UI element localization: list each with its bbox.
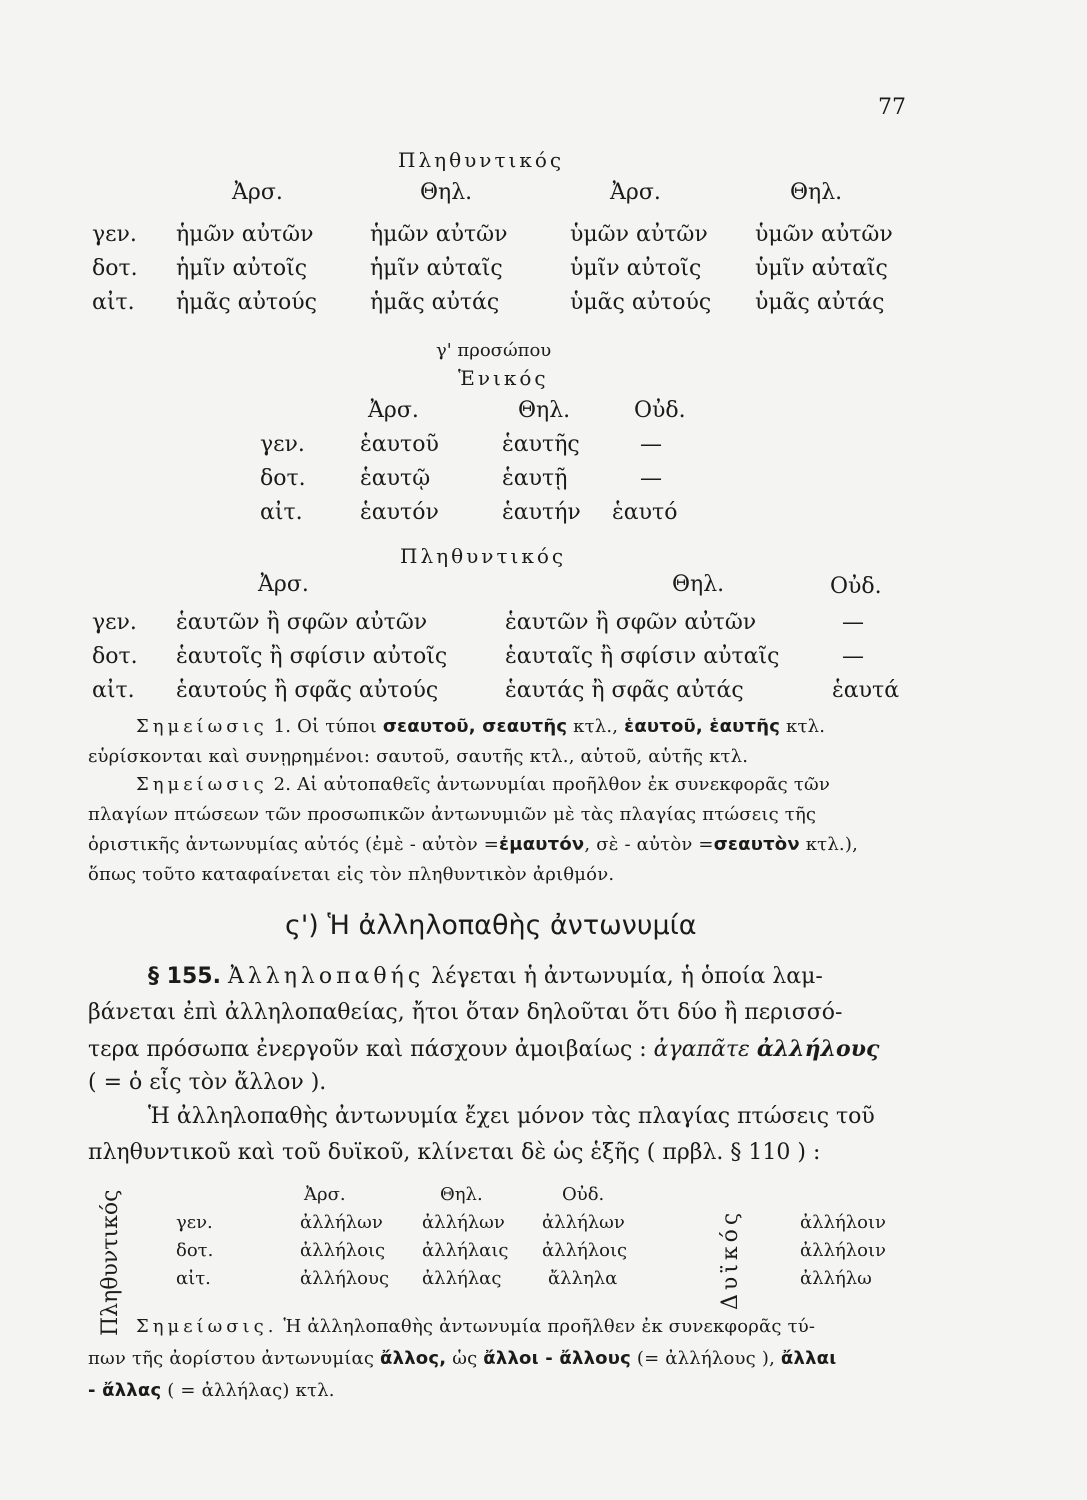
page-number: 77 xyxy=(878,95,906,120)
table-cell: ἑαυτοῖς ἢ σφίσιν αὐτοῖς xyxy=(176,644,448,669)
note-text: , σὲ - αὐτὸν = xyxy=(584,834,714,855)
paragraph-line-2: βάνεται ἐπὶ ἀλληλοπαθείας, ἤτοι ὅταν δηλοῦται ὅτι δύο ἢ περισσό- xyxy=(88,1000,843,1025)
case-label: γεν. xyxy=(260,432,305,457)
table-cell: ἑαυτῇ xyxy=(502,466,568,491)
term-spaced: Ἀλληλοπαθής xyxy=(227,964,425,989)
note-text: κτλ.), xyxy=(805,834,859,855)
paragraph-text: λέγεται ἡ ἀντωνυμία, ἡ ὁποία λαμ- xyxy=(431,964,823,989)
bold-term: ἄλλαι xyxy=(780,1348,837,1369)
note-3-line-3 xyxy=(88,1380,335,1401)
note-text: Οἱ τύποι xyxy=(297,716,377,737)
table-cell: ἑαυτό xyxy=(612,500,678,525)
column-header: Ἀρσ. xyxy=(368,398,419,423)
column-header: Θηλ. xyxy=(420,180,473,205)
bold-term: ἄλλοι - ἄλλους xyxy=(483,1348,631,1369)
case-label: αἰτ. xyxy=(176,1268,211,1289)
paragraph-line-4: ( = ὁ εἷς τὸν ἄλλον ). xyxy=(88,1070,327,1095)
note-text: ὁριστικῆς ἀντωνυμίας αὐτός (ἐμὲ - αὐτὸν = xyxy=(88,834,500,855)
table-cell: ἀλλήλοις xyxy=(300,1240,386,1261)
table-cell: ἀλλήλαις xyxy=(422,1240,509,1261)
column-header: Ἀρσ. xyxy=(610,180,661,205)
note-label: Σημείωσις xyxy=(136,716,268,737)
note-2-line-4: ὅπως τοῦτο καταφαίνεται εἰς τὸν πληθυντικὸν ἀριθμόν. xyxy=(88,864,615,885)
table-cell: ἡμῶν αὐτῶν xyxy=(370,222,508,247)
table-cell: ἑαυτούς ἢ σφᾶς αὐτούς xyxy=(176,678,439,703)
table-cell: ἀλλήλων xyxy=(542,1212,625,1233)
note-number: 1. xyxy=(273,716,292,737)
column-header: Ἀρσ. xyxy=(232,180,283,205)
table-cell: ἑαυτά xyxy=(832,678,900,703)
note-text: κτλ., xyxy=(573,716,619,737)
dual-cell: ἀλλήλω xyxy=(800,1268,872,1289)
case-label: αἰτ. xyxy=(92,290,135,315)
column-header: Θηλ. xyxy=(518,398,571,423)
paragraph-text: τερα πρόσωπα ἐνεργοῦν καὶ πάσχουν ἀμοιβαίως : xyxy=(88,1037,647,1062)
note-text: (= ἀλλήλους ), xyxy=(636,1348,775,1369)
case-label: δοτ. xyxy=(92,644,138,669)
table-cell: — xyxy=(842,610,864,635)
table-cell: ὑμᾶς αὐτούς xyxy=(570,290,712,315)
table-cell: ἑαυτοῦ xyxy=(360,432,439,457)
table-cell: ὑμῶν αὐτῶν xyxy=(755,222,893,247)
case-label: αἰτ. xyxy=(92,678,135,703)
plural-heading: Πληθυντικός xyxy=(398,148,565,172)
paragraph-line-5: Ἡ ἀλληλοπαθὴς ἀντωνυμία ἔχει μόνον τὰς πλαγίας πτώσεις τοῦ xyxy=(148,1104,875,1129)
example-word: ἀγαπᾶτε xyxy=(653,1037,750,1062)
plural-heading: Πληθυντικός xyxy=(400,544,567,568)
note-3-line-1 xyxy=(136,1316,815,1337)
table-cell: — xyxy=(640,466,662,491)
table-cell: ἡμῶν αὐτῶν xyxy=(176,222,314,247)
dual-cell: ἀλλήλοιν xyxy=(800,1212,887,1233)
paragraph-number: § 155. xyxy=(148,964,221,989)
case-label: δοτ. xyxy=(260,466,306,491)
person-heading: γ' προσώπου xyxy=(436,340,552,361)
paragraph-line-1 xyxy=(148,964,823,989)
plural-vertical-label: Πληθυντικός xyxy=(98,1189,123,1336)
note-label: Σημείωσις. xyxy=(136,1316,278,1337)
bold-term: ἀλλήλους xyxy=(756,1036,880,1062)
case-label: γεν. xyxy=(176,1212,213,1233)
bold-term: - ἄλλας xyxy=(88,1380,162,1401)
paragraph-line-6: πληθυντικοῦ καὶ τοῦ δυϊκοῦ, κλίνεται δὲ ὡς ἑξῆς ( πρβλ. § 110 ) : xyxy=(88,1140,821,1165)
table-cell: — xyxy=(640,432,662,457)
dual-cell: ἀλλήλοιν xyxy=(800,1240,887,1261)
bold-term: σεαυτοῦ, σεαυτῆς xyxy=(382,716,568,737)
note-text: κτλ. xyxy=(786,716,826,737)
note-text: Αἱ αὐτοπαθεῖς ἀντωνυμίαι προῆλθον ἐκ συνεκφορᾶς τῶν xyxy=(297,774,831,795)
column-header: Οὐδ. xyxy=(634,398,686,423)
section-title: ς') Ἡ ἀλληλοπαθὴς ἀντωνυμία xyxy=(285,910,697,941)
bold-term: σεαυτὸν xyxy=(713,834,800,855)
case-label: δοτ. xyxy=(176,1240,214,1261)
table-cell: ἀλλήλας xyxy=(422,1268,502,1289)
bold-term: ἄλλος, xyxy=(380,1348,447,1369)
table-cell: ὑμᾶς αὐτάς xyxy=(755,290,885,315)
note-text: Ἡ ἀλληλοπαθὴς ἀντωνυμία προῆλθεν ἐκ συνεκφορᾶς τύ- xyxy=(283,1316,816,1337)
dual-vertical-label: Δυϊκός xyxy=(718,1208,743,1310)
table-cell: ἑαυτῆς xyxy=(502,432,580,457)
table-cell: ἑαυτῷ xyxy=(360,466,431,491)
table-cell: ἑαυτάς ἢ σφᾶς αὐτάς xyxy=(505,678,744,703)
case-label: γεν. xyxy=(92,610,137,635)
column-header: Οὐδ. xyxy=(562,1184,605,1205)
table-cell: ἡμᾶς αὐτάς xyxy=(370,290,500,315)
note-1-line-1 xyxy=(136,716,825,737)
note-2-line-1 xyxy=(136,774,830,795)
table-cell: ἡμῖν αὐταῖς xyxy=(370,256,503,281)
column-header: Θηλ. xyxy=(790,180,843,205)
bold-term: ἐμαυτόν xyxy=(499,834,585,855)
bold-term: ἑαυτοῦ, ἑαυτῆς xyxy=(624,716,781,737)
table-cell: ἄλληλα xyxy=(548,1268,618,1289)
table-cell: ἡμῖν αὐτοῖς xyxy=(176,256,308,281)
column-header: Θηλ. xyxy=(672,572,725,597)
table-cell: ἑαυτόν xyxy=(360,500,439,525)
table-cell: ἑαυτῶν ἢ σφῶν αὐτῶν xyxy=(176,610,428,635)
table-cell: ἑαυτῶν ἢ σφῶν αὐτῶν xyxy=(505,610,757,635)
note-text: πων τῆς ἀορίστου ἀντωνυμίας xyxy=(88,1348,375,1369)
table-cell: ὑμῖν αὐτοῖς xyxy=(570,256,702,281)
table-cell: ἑαυταῖς ἢ σφίσιν αὐταῖς xyxy=(505,644,780,669)
note-1-line-2: εὑρίσκονται καὶ συνῃρημένοι: σαυτοῦ, σαυτῆς κτλ., αὑτοῦ, αὑτῆς κτλ. xyxy=(88,746,749,767)
note-text: ( = ἀλλήλας) κτλ. xyxy=(167,1380,335,1401)
paragraph-line-3 xyxy=(88,1036,879,1062)
table-cell: ὑμῖν αὐταῖς xyxy=(755,256,888,281)
column-header: Οὐδ. xyxy=(830,574,882,599)
singular-heading: Ἑνικός xyxy=(458,366,549,390)
table-cell: ἀλλήλων xyxy=(300,1212,383,1233)
table-cell: ἀλλήλων xyxy=(422,1212,505,1233)
note-3-line-2 xyxy=(88,1348,836,1369)
column-header: Ἀρσ. xyxy=(258,572,309,597)
table-cell: ἀλλήλους xyxy=(300,1268,390,1289)
table-cell: — xyxy=(842,644,864,669)
table-cell: ὑμῶν αὐτῶν xyxy=(570,222,708,247)
note-2-line-3 xyxy=(88,834,858,855)
note-2-line-2: πλαγίων πτώσεων τῶν προσωπικῶν ἀντωνυμιῶν μὲ τὰς πλαγίας πτώσεις τῆς xyxy=(88,804,817,825)
column-header: Ἀρσ. xyxy=(304,1184,346,1205)
table-cell: ἀλλήλοις xyxy=(542,1240,628,1261)
note-text: ὡς xyxy=(452,1348,478,1369)
note-number: 2. xyxy=(273,774,292,795)
column-header: Θηλ. xyxy=(440,1184,483,1205)
note-label: Σημείωσις xyxy=(136,774,268,795)
case-label: γεν. xyxy=(92,222,137,247)
case-label: αἰτ. xyxy=(260,500,303,525)
case-label: δοτ. xyxy=(92,256,138,281)
table-cell: ἑαυτήν xyxy=(502,500,581,525)
table-cell: ἡμᾶς αὐτούς xyxy=(176,290,317,315)
